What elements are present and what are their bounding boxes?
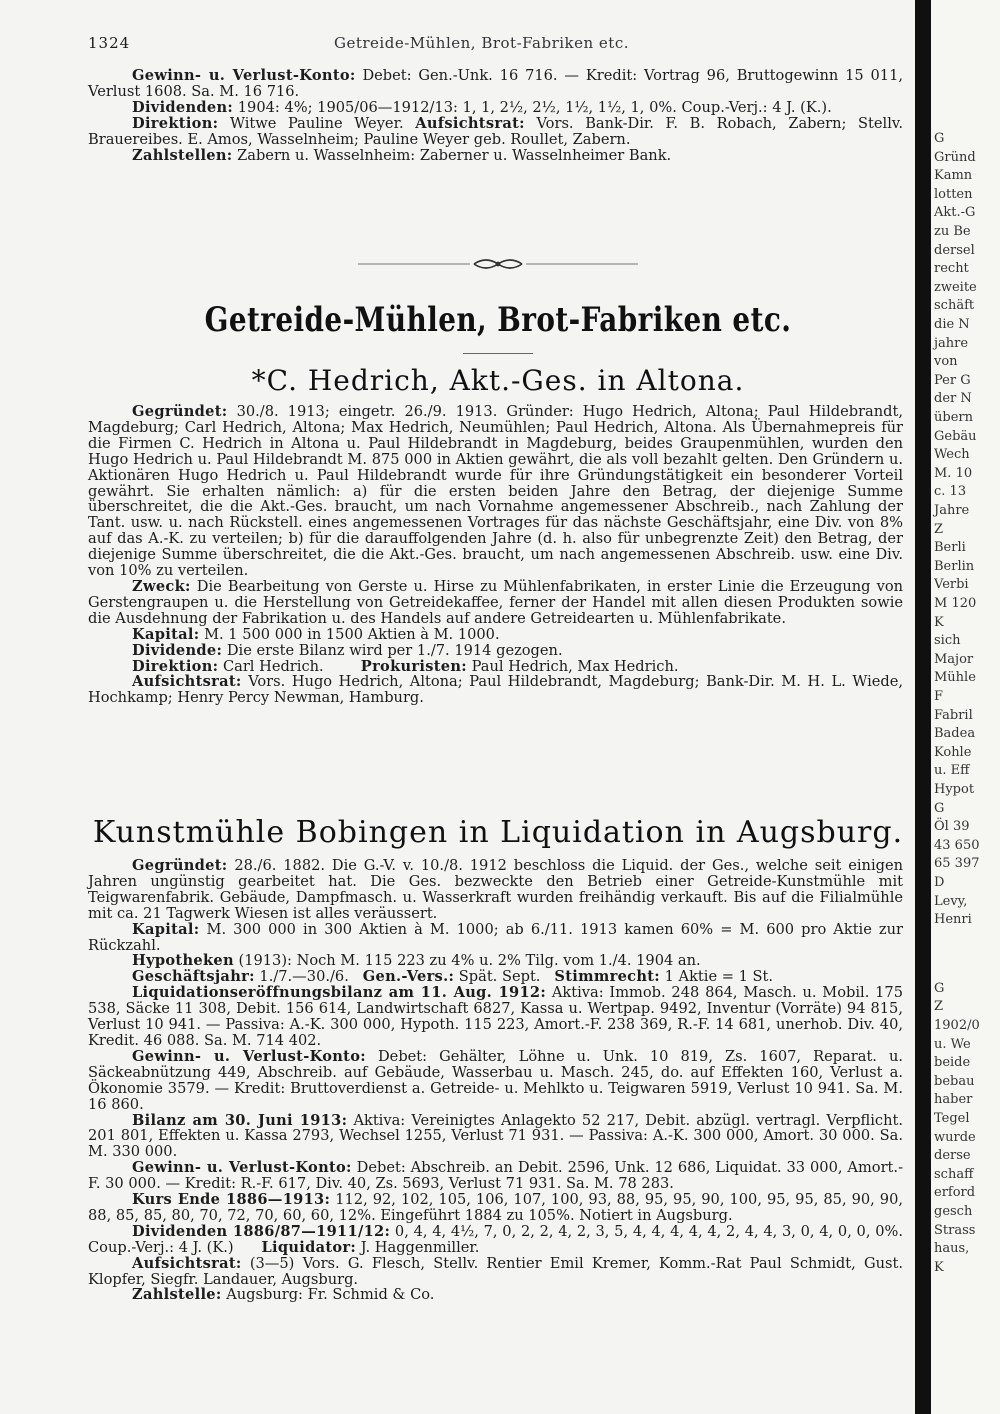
label: Kurs Ende 1886—1913:: [132, 1191, 331, 1209]
top-gv-paragraph: [88, 68, 903, 100]
bob-kurs: [88, 1192, 903, 1224]
label: Direktion:: [132, 114, 219, 132]
page-header: [88, 34, 875, 54]
company-title-hedrich: *C. Hedrich, Akt.-Ges. in Altona.: [251, 364, 745, 397]
adjacent-page-line: Tegel: [934, 1111, 970, 1126]
label: Stimmrecht:: [554, 968, 660, 986]
adjacent-page-line: 1902/0: [934, 1018, 980, 1033]
text: Carl Hedrich.: [222, 657, 324, 675]
ornament-divider-icon: [358, 254, 638, 274]
adjacent-page-line: K: [934, 614, 944, 630]
adjacent-page-fragment: [931, 0, 1000, 1414]
label: Aufsichtsrat:: [132, 673, 242, 691]
adjacent-page-line: zu Be: [934, 224, 971, 239]
adjacent-page-line: 43 650: [934, 837, 980, 853]
label: Gewinn- u. Verlust-Konto:: [132, 67, 356, 84]
adjacent-page-line: Verbi: [934, 577, 969, 593]
text: 1904: 4%; 1905/06—1912/13: 1, 1, 2½, 2½, 1½, 1½, 1, 0%. Coup.-Verj.: 4 J. (K.).: [237, 98, 832, 116]
hedrich-zweck: [88, 579, 903, 627]
hedrich-entry: [88, 404, 903, 706]
page-gutter: [915, 0, 931, 1414]
bob-kapital: [88, 922, 903, 954]
hedrich-direktion: [88, 659, 903, 675]
section-title: Getreide-Mühlen, Brot-Fabriken etc.: [204, 300, 792, 340]
adjacent-page-line: bebau: [934, 1073, 975, 1089]
top-div-paragraph: [88, 100, 903, 116]
bob-hypotheken: [88, 953, 903, 969]
label: Dividende:: [132, 641, 223, 659]
adjacent-page-line: sich: [934, 633, 961, 649]
label: Liquidator:: [261, 1238, 357, 1256]
hedrich-dividende: [88, 643, 903, 659]
adjacent-page-line: von: [934, 354, 958, 370]
label: Zahlstellen:: [132, 146, 233, 164]
adjacent-page-line: K: [934, 1259, 944, 1275]
adjacent-page-line: übern: [934, 410, 973, 425]
bob-gv-konto-1: [88, 1049, 903, 1113]
adjacent-page-line: Gebäu: [934, 428, 977, 444]
bob-geschaeftsjahr: [88, 969, 903, 985]
adjacent-page-line: Strass: [934, 1222, 976, 1238]
text: Zabern u. Wasselnheim: Zaberner u. Wasselnheimer Bank.: [237, 146, 672, 164]
adjacent-page-line: die N: [934, 317, 970, 332]
adjacent-page-line: dersel: [934, 242, 975, 258]
text: 30./8. 1913; eingetr. 26./9. 1913. Gründer: Hugo Hedrich, Altona; Paul Hildebrandt, Magdeburg; Carl Hedrich, Altona; Max Hedrich, Neumühlen; Paul Hedrich, Altona. Als Übernahmepreis für die Firmen C. Hedrich in Altona u. Paul Hildebrandt in Magdeburg, beides Graupenmühlen, wurden den Hugo Hedrich u. Paul Hildebrandt M. 875 000 in Aktien gewährt, die als voll bezahlt gelten. Den Gründern u. Aktionären Hugo Hedrich u. Paul Hildebrandt wurde für ihre Gründungstätigkeit ein besonderer Vorteil gewährt. Sie erhalten nämlich: a) für die ersten beiden Jahre den Betrag, der diejenige Summe überschreitet, die die Akt.-Ges. braucht, um nach Vornahme angemessener Abschreib., nach Zahlung der Tant. usw. u. nach Rückstell. eines angemessenen Vortrages für das nächste Geschäftsjahr, eine Div. von 8% auf das A.-K. zu verteilen; b) für die darauffolgenden Jahre (d. h. also für unbegrenzte Zeit) den Betrag, der diejenige Summe überschreitet, die die Akt.-Ges. braucht, um nach angemessenen Abschreib. usw. eine Div. von 10% zu verteilen.: [88, 403, 904, 580]
adjacent-page-line: Badea: [934, 726, 976, 742]
adjacent-page-line: Per G: [934, 372, 971, 388]
text: Aktiva: Immob. 248 864, Masch. u. Mobil. 175 538, Säcke 11 308, Debit. 156 614, Landwirtschaft 6827, Kassa u. Wertpap. 9492, Inventur (Vorräte) 94 815, Verlust 10 941. — Passiva: A.-K. 300 000, Hypoth. 115 223, Amort.-F. 238 369, R.-F. 14 681, unerhob. Div. 40, Kredit. 46 088. Sa. M. 714 402.: [88, 984, 903, 1049]
text: M. 1 500 000 in 1500 Aktien à M. 1000.: [204, 625, 500, 643]
adjacent-page-line: recht: [934, 261, 969, 277]
text: M. 300 000 in 300 Aktien à M. 1000; ab 6./11. 1913 kamen 60% = M. 600 pro Aktie zur Rückzahl.: [88, 920, 904, 954]
adjacent-page-line: Öl 39: [934, 819, 970, 835]
company-title-bobingen: Kunstmühle Bobingen in Liquidation in Augsburg.: [92, 815, 904, 850]
label: Dividenden 1886/87—1911/12:: [132, 1222, 391, 1240]
text: Debet: Gehälter, Löhne u. Unk. 10 819, Zs. 1607, Reparat. u. Säckeabnützung 449, Abschreib. auf Gebäude, Wasserbau u. Masch. 245, do. auf Effekten 160, Verlust a. Ökonomie 3579. — Kredit: Bruttoverdienst a. Getreide- u. Mehlkto u. Teigwaren 5919, Verlust 10 941. Sa. M. 16 860.: [88, 1047, 904, 1113]
bob-bilanz: [88, 1113, 903, 1161]
text: Die Bearbeitung von Gerste u. Hirse zu Mühlenfabrikaten, in erster Linie die Erzeugung von Gerstengraupen u. die Herstellung von Getreidekaffee, ferner der Handel mit allen diesen Produkten sowie die Ausdehnung der Fabrikation u. des Handels auf andere Getreidearten u. Mühlenfabrikate.: [88, 577, 903, 627]
text: Vors. Hugo Hedrich, Altona; Paul Hildebrandt, Magdeburg; Bank-Dir. M. H. L. Wiede, Hochkamp; Henry Percy Newman, Hamburg.: [88, 673, 904, 707]
page-number: 1324: [88, 34, 131, 52]
text: 0, 4, 4, 4½, 7, 0, 2, 2, 4, 2, 3, 5, 4, 4, 4, 4, 4, 2, 4, 4, 3, 0, 4, 0, 0, 0%. Coup.-Verj.: 4 J. (K.): [88, 1222, 903, 1256]
bob-zahlstelle: [88, 1287, 903, 1303]
adjacent-page-line: Z: [934, 999, 944, 1015]
adjacent-page-line: G: [934, 800, 945, 816]
text: Paul Hedrich, Max Hedrich.: [471, 657, 679, 675]
bob-gv-konto-2: [88, 1160, 903, 1192]
adjacent-page-line: M. 10: [934, 465, 973, 481]
label: Gewinn- u. Verlust-Konto:: [132, 1159, 352, 1177]
adjacent-page-line: c. 13: [934, 484, 967, 500]
text: 1./7.—30./6.: [259, 968, 349, 986]
adjacent-page-line: u. Eff: [934, 763, 970, 779]
label: Bilanz am 30. Juni 1913:: [132, 1111, 348, 1129]
adjacent-page-line: Jahre: [934, 503, 970, 518]
adjacent-page-line: M 120: [934, 596, 977, 611]
adjacent-page-line: Berlin: [934, 558, 975, 574]
adjacent-page-line: Kohle: [934, 744, 972, 760]
label: Kapital:: [132, 920, 200, 938]
text: 112, 92, 102, 105, 106, 107, 100, 93, 88, 95, 95, 90, 100, 95, 95, 85, 90, 90, 88, 85, 85, 80, 70, 72, 70, 60, 60, 12%. Eingeführt 1884 zu 105%. Notiert in Augsburg.: [88, 1191, 904, 1224]
text: (1913): Noch M. 115 223 zu 4% u. 2% Tilg. vom 1./4. 1904 an.: [238, 952, 701, 970]
adjacent-page-line: G: [934, 131, 945, 146]
adjacent-page-line: Fabril: [934, 707, 973, 723]
text: Augsburg: Fr. Schmid & Co.: [226, 1286, 435, 1304]
adjacent-page-line: wurde: [934, 1129, 976, 1145]
adjacent-page-line: zweite: [934, 279, 977, 295]
adjacent-page-line: schaff: [934, 1166, 974, 1182]
label: Geschäftsjahr:: [132, 968, 255, 986]
adjacent-page-line: F: [934, 689, 944, 704]
text: Vors. Bank-Dir. F. B. Robach, Zabern; Stellv. Brauereibes. E. Amos, Wasselnheim; Pauline Weyer geb. Roullet, Zabern.: [88, 114, 904, 148]
adjacent-page-line: Akt.-G: [934, 205, 976, 221]
label: Gegründet:: [132, 857, 228, 874]
adjacent-page-line: schäft: [934, 298, 975, 314]
bob-gegr: [88, 858, 903, 922]
label: Kapital:: [132, 625, 200, 643]
label: Liquidationseröffnungsbilanz am 11. Aug. 1912:: [132, 984, 547, 1002]
adjacent-page-line: derse: [934, 1148, 971, 1164]
adjacent-page-line: Z: [934, 521, 944, 537]
top-zs-paragraph: [88, 148, 903, 164]
adjacent-page-line: Gründ: [934, 149, 976, 165]
adjacent-page-line: u. We: [934, 1036, 971, 1052]
adjacent-page-line: der N: [934, 391, 972, 407]
divider: [463, 353, 533, 354]
hedrich-gegr: [88, 404, 903, 579]
adjacent-page-line: D: [934, 875, 945, 890]
label: Gen.-Vers.:: [362, 968, 455, 986]
adjacent-page-line: Wech: [934, 447, 970, 463]
label: Aufsichtsrat:: [132, 1254, 242, 1272]
text: Witwe Pauline Weyer.: [229, 114, 404, 132]
adjacent-page-line: haus,: [934, 1241, 970, 1257]
text: 28./6. 1882. Die G.-V. v. 10./8. 1912 beschloss die Liquid. der Ges., welche seit einigen Jahren ungünstig gearbeitet hat. Die Ges. bezweckte den Betrieb einer Getreide-Kunstmühle mit Teigwarenfabrik. Gebäude, Dampfmasch. u. Wasserkraft wurden freihändig verkauft. Bis auf die Filialmühle mit ca. 21 Tagwerk Wiesen ist alles veräussert.: [88, 857, 904, 922]
adjacent-page-line: Berli: [934, 540, 966, 556]
adjacent-page-line: erford: [934, 1185, 976, 1201]
text: Debet: Gen.-Unk. 16 716. — Kredit: Vortrag 96, Bruttogewinn 15 011, Verlust 1608. Sa. M. 16 716.: [88, 67, 904, 100]
adjacent-page-line: Hypot: [934, 782, 975, 797]
label: Aufsichtsrat:: [415, 114, 525, 132]
adjacent-page-line: beide: [934, 1055, 971, 1071]
hedrich-kapital: [88, 627, 903, 643]
text: 1 Aktie = 1 St.: [664, 968, 774, 986]
text: (3—5) Vors. G. Flesch, Stellv. Rentier Emil Kremer, Komm.-Rat Paul Schmidt, Gust. Klopfer, Siegfr. Landauer, Augsburg.: [88, 1254, 904, 1288]
bob-aufsichtsrat: [88, 1256, 903, 1288]
adjacent-page-line: G: [934, 980, 945, 996]
adjacent-page-line: Major: [934, 651, 974, 667]
label: Gewinn- u. Verlust-Konto:: [132, 1047, 366, 1065]
adjacent-page-line: Levy,: [934, 893, 968, 909]
text: J. Haggenmiller.: [360, 1238, 480, 1256]
adjacent-page-line: haber: [934, 1092, 973, 1108]
top-dir-paragraph: [88, 116, 903, 148]
label: Zweck:: [132, 577, 191, 595]
bobingen-entry: [88, 858, 903, 1303]
text: Spät. Sept.: [458, 968, 541, 986]
label: Prokuristen:: [360, 657, 467, 675]
top-entry: [88, 68, 903, 163]
label: Dividenden:: [132, 98, 234, 116]
text: Aktiva: Vereinigtes Anlagekto 52 217, Debit. abzügl. vertragl. Verpflicht. 201 801, Effekten u. Kassa 2793, Wechsel 1255, Verlust 71 931. — Passiva: A.-K. 300 000, Amort. 30 000. Sa. M. 330 000.: [88, 1111, 904, 1161]
adjacent-page-line: 65 397: [934, 856, 980, 872]
adjacent-page-line: Henri: [934, 912, 972, 928]
text: Debet: Abschreib. an Debit. 2596, Unk. 12 686, Liquidat. 33 000, Amort.-F. 30 000. — Kredit: R.-F. 617, Div. 40, Zs. 5693, Verlust 71 931. Sa. M. 78 283.: [88, 1159, 903, 1193]
adjacent-page-line: jahre: [934, 335, 969, 351]
adjacent-page-line: lotten: [934, 186, 973, 202]
adjacent-page-line: gesch: [934, 1204, 973, 1219]
label: Gegründet:: [132, 403, 228, 420]
text: Die erste Bilanz wird per 1./7. 1914 gezogen.: [226, 641, 563, 659]
hedrich-aufsichtsrat: [88, 674, 903, 706]
running-title: Getreide-Mühlen, Brot-Fabriken etc.: [333, 34, 630, 52]
bob-liq-bilanz: [88, 985, 903, 1049]
label: Hypotheken: [132, 952, 234, 970]
bob-dividenden: [88, 1224, 903, 1256]
label: Direktion:: [132, 657, 219, 675]
adjacent-page-line: Mühle: [934, 670, 976, 686]
label: Zahlstelle:: [132, 1286, 222, 1304]
adjacent-page-line: Kamn: [934, 168, 973, 184]
